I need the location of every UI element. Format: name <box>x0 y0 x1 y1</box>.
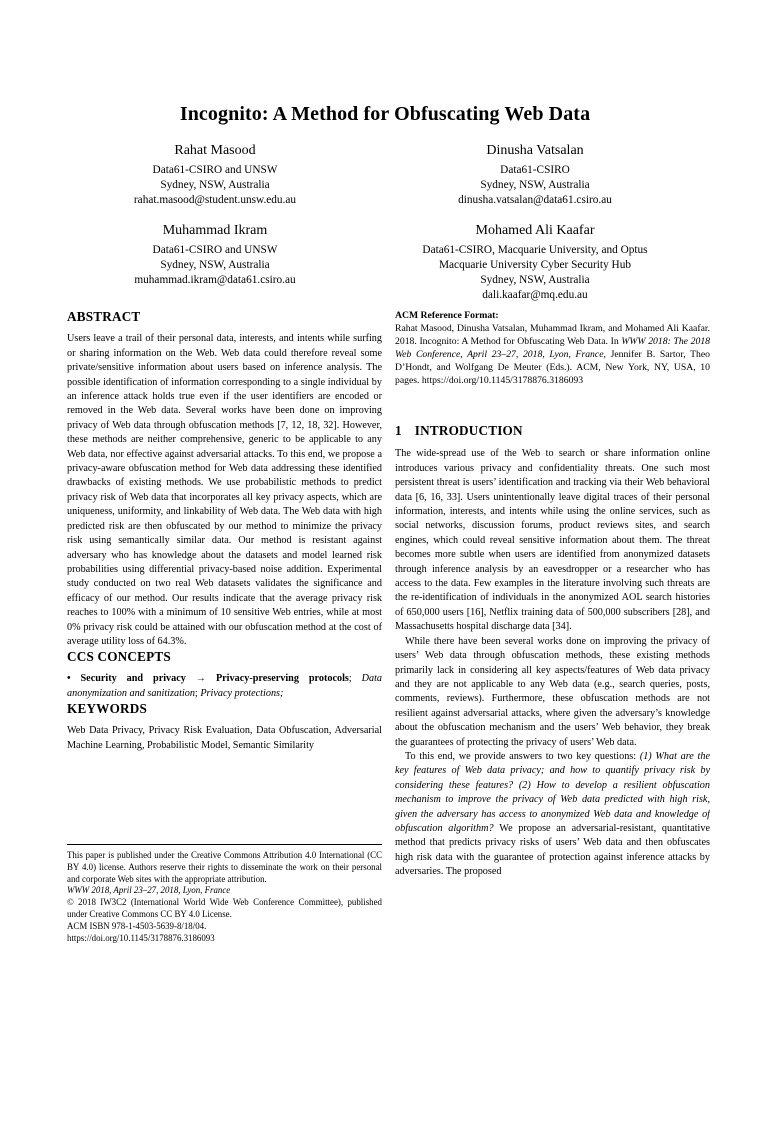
ccs-separator: ; <box>194 687 201 699</box>
ccs-concepts-text <box>67 672 382 701</box>
author-location: Sydney, NSW, Australia <box>480 179 590 192</box>
acm-reference-text <box>395 322 710 387</box>
acm-reference-editors: , Jennifer B. Sartor, Theo D’Hondt, and Wolfgang De Meuter (Eds.). ACM, New York, NY, USA, 10 pages. <box>395 349 710 387</box>
footnote-doi-link[interactable]: https://doi.org/10.1145/3178876.3186093 <box>67 932 215 943</box>
section-number: 1 <box>395 423 402 439</box>
acm-reference-heading: ACM Reference Format: <box>395 310 499 322</box>
section-title: INTRODUCTION <box>414 423 523 439</box>
ccs-arrow: → <box>185 673 216 685</box>
author-location: Sydney, NSW, Australia <box>160 179 270 192</box>
author-location: Sydney, NSW, Australia <box>480 274 590 287</box>
acm-reference-doi-link[interactable]: https://doi.org/10.1145/3178876.3186093 <box>421 375 584 387</box>
right-column <box>395 309 710 944</box>
acm-reference-block <box>395 309 710 387</box>
author-affiliation: Data61-CSIRO and UNSW <box>152 243 278 256</box>
abstract-text: Users leave a trail of their personal data, interests, and intents while surfing or sharing information on the Web. Web data could therefore reveal some private/sensitive information about users based on inference analysis. The possible identification of information corresponding to a single individual by an inference attack holds true even if the user identifiers are encoded or removed in the Web data. Several works have been done on improving privacy of Web data through obfuscation methods [7, 12, 18, 32]. However, these methods are neither comprehensive, generic to be applicable to any Web data, nor effective against adversarial attacks. To this end, we propose a privacy-aware obfuscation method for Web data addressing these identified drawbacks of existing methods. We use probabilistic methods to predict privacy risk of Web data that incorporates all key privacy aspects, which are uniqueness, uniformity, and linkability of Web data. The Web data with high predicted risk are then obfuscated by our method to minimize the privacy risk using semantically similar data. Our method is resistant against adversary who has knowledge about the datasets and model learned risk probabilities using differential privacy-based noise addition. Experimental study conducted on two real Web datasets validates the significance and efficacy of our method. Our results indicate that the average privacy risk reaches to 100% with a minimum of 10 sensitive Web entries, while at most 0% privacy risk could be attained with our obfuscation method at the cost of average utility loss of 64.3%. <box>67 333 382 647</box>
author-email: rahat.masood@student.unsw.edu.au <box>133 194 297 207</box>
keywords-heading: KEYWORDS <box>67 701 148 717</box>
author-email: muhammad.ikram@data61.csiro.au <box>134 274 296 287</box>
introduction-heading <box>395 423 710 439</box>
ccs-concept-secondary: Data anonymization and sanitization <box>67 673 382 699</box>
author-email: dinusha.vatsalan@data61.csiro.au <box>458 194 612 207</box>
paper-title: Incognito: A Method for Obfuscating Web Data <box>179 103 591 125</box>
intro-paragraph-1: The wide-spread use of the Web to search or share information online introduces various privacy and confidentiality threats. One such most persistent threat is users’ identification and tracking via their Web behavioral data [6, 16, 33]. Users unintentionally leave digital traces of their personal information, interests, and intents while using the online services, such as social networks, discussion forums, product reviews sites, and search engines, which could reveal sensitive information about them. The threat becomes more subtle when users are identified from anonymized datasets through inference analysis by an eavesdropper or a researcher who has access to the data. Few examples in the literature involving such threats are the re-identification of individuals in the anonymized AOL search histories of 650,000 users [16], Netflix training data of 500,000 subscribers [28], and Massachusetts hospital discharge data [34]. <box>395 448 710 633</box>
intro-paragraph-2: While there have been several works done on improving the privacy of users’ Web data through obfuscation methods, these existing methods primarily lack in considering all key aspects/features of Web data privacy and they are not applicable to any Web data (e.g., search queries, posts, comments, reviews). Furthermore, these obfuscation methods are not resilient against adversarial attacks, where given the adversary’s knowledge about the obfuscation mechanism and the users’ Web behavior, they break the guarantees of protecting the privacy of users’ Web data. <box>395 635 710 748</box>
ccs-category: • Security and privacy <box>67 673 186 685</box>
footnote-rule <box>67 844 382 845</box>
ccs-concept-primary: Privacy-preserving protocols <box>215 673 349 685</box>
acm-reference-citation: Rahat Masood, Dinusha Vatsalan, Muhammad Ikram, and Mohamed Ali Kaafar. 2018. Incognito: A Method for Obfuscating Web Data. In <box>395 323 710 348</box>
intro-proposal-text: We propose an adversarial-resistant, quantitative method that predicts privacy risks of users’ Web data and then obfuscates high risk data with the guarantee of protection against inference attacks by adversaries. The proposed <box>395 822 710 878</box>
abstract-heading: ABSTRACT <box>67 309 141 325</box>
intro-paragraph-3 <box>395 750 710 880</box>
author-affiliation: Data61-CSIRO, Macquarie University, and Optus <box>422 243 648 256</box>
footnote-conference-line: WWW 2018, April 23–27, 2018, Lyon, France <box>67 885 231 896</box>
left-column <box>67 309 382 944</box>
two-column-body <box>67 309 710 944</box>
author-mohamed-ali-kaafar <box>375 221 695 304</box>
author-name: Mohamed Ali Kaafar <box>475 222 595 238</box>
keywords-text: Web Data Privacy, Privacy Risk Evaluation, Data Obfuscation, Adversarial Machine Learning, Probabilistic Model, Semantic Similarity <box>67 725 382 751</box>
author-block <box>55 141 695 303</box>
author-rahat-masood <box>55 141 375 209</box>
intro-key-questions: (1) What are the key features of Web data privacy; and how to quantify privacy risk by considering these features? (2) How to develop a resilient obfuscation mechanism to improve the privacy of Web data predicted with high risk, given the adversary has access to anonymized Web data and knowledge of obfuscation algorithm? <box>395 750 710 834</box>
author-email: dali.kaafar@mq.edu.au <box>482 289 588 302</box>
ccs-concept-secondary: Privacy protections; <box>200 687 284 699</box>
author-name: Dinusha Vatsalan <box>486 143 584 158</box>
author-affiliation: Macquarie University Cyber Security Hub <box>439 258 631 271</box>
acm-reference-venue: WWW 2018: The 2018 Web Conference, April 23–27, 2018, Lyon, France <box>395 336 710 361</box>
author-dinusha-vatsalan <box>375 141 695 209</box>
author-muhammad-ikram <box>55 221 375 304</box>
footnote-copyright-line: © 2018 IW3C2 (International World Wide Web Conference Committee), published under Creative Commons CC BY 4.0 License. <box>67 897 382 920</box>
footnote-block <box>67 844 382 944</box>
paper-page <box>0 103 770 944</box>
author-affiliation: Data61-CSIRO and UNSW <box>152 164 278 176</box>
intro-questions-lead: To this end, we provide answers to two key questions: <box>405 750 640 762</box>
ccs-separator: ; <box>348 673 362 685</box>
author-affiliation: Data61-CSIRO <box>500 164 570 176</box>
author-name: Muhammad Ikram <box>162 222 268 238</box>
footnote-isbn-line: ACM ISBN 978-1-4503-5639-8/18/04. <box>67 920 207 931</box>
footnote-license-text: This paper is published under the Creative Commons Attribution 4.0 International (CC BY 4.0) license. Authors reserve their rights to disseminate the work on their personal and corporate Web sites with the appropriate attribution. <box>67 850 382 884</box>
author-name: Rahat Masood <box>174 143 256 158</box>
ccs-concepts-heading: CCS CONCEPTS <box>67 649 171 665</box>
author-location: Sydney, NSW, Australia <box>160 258 270 271</box>
